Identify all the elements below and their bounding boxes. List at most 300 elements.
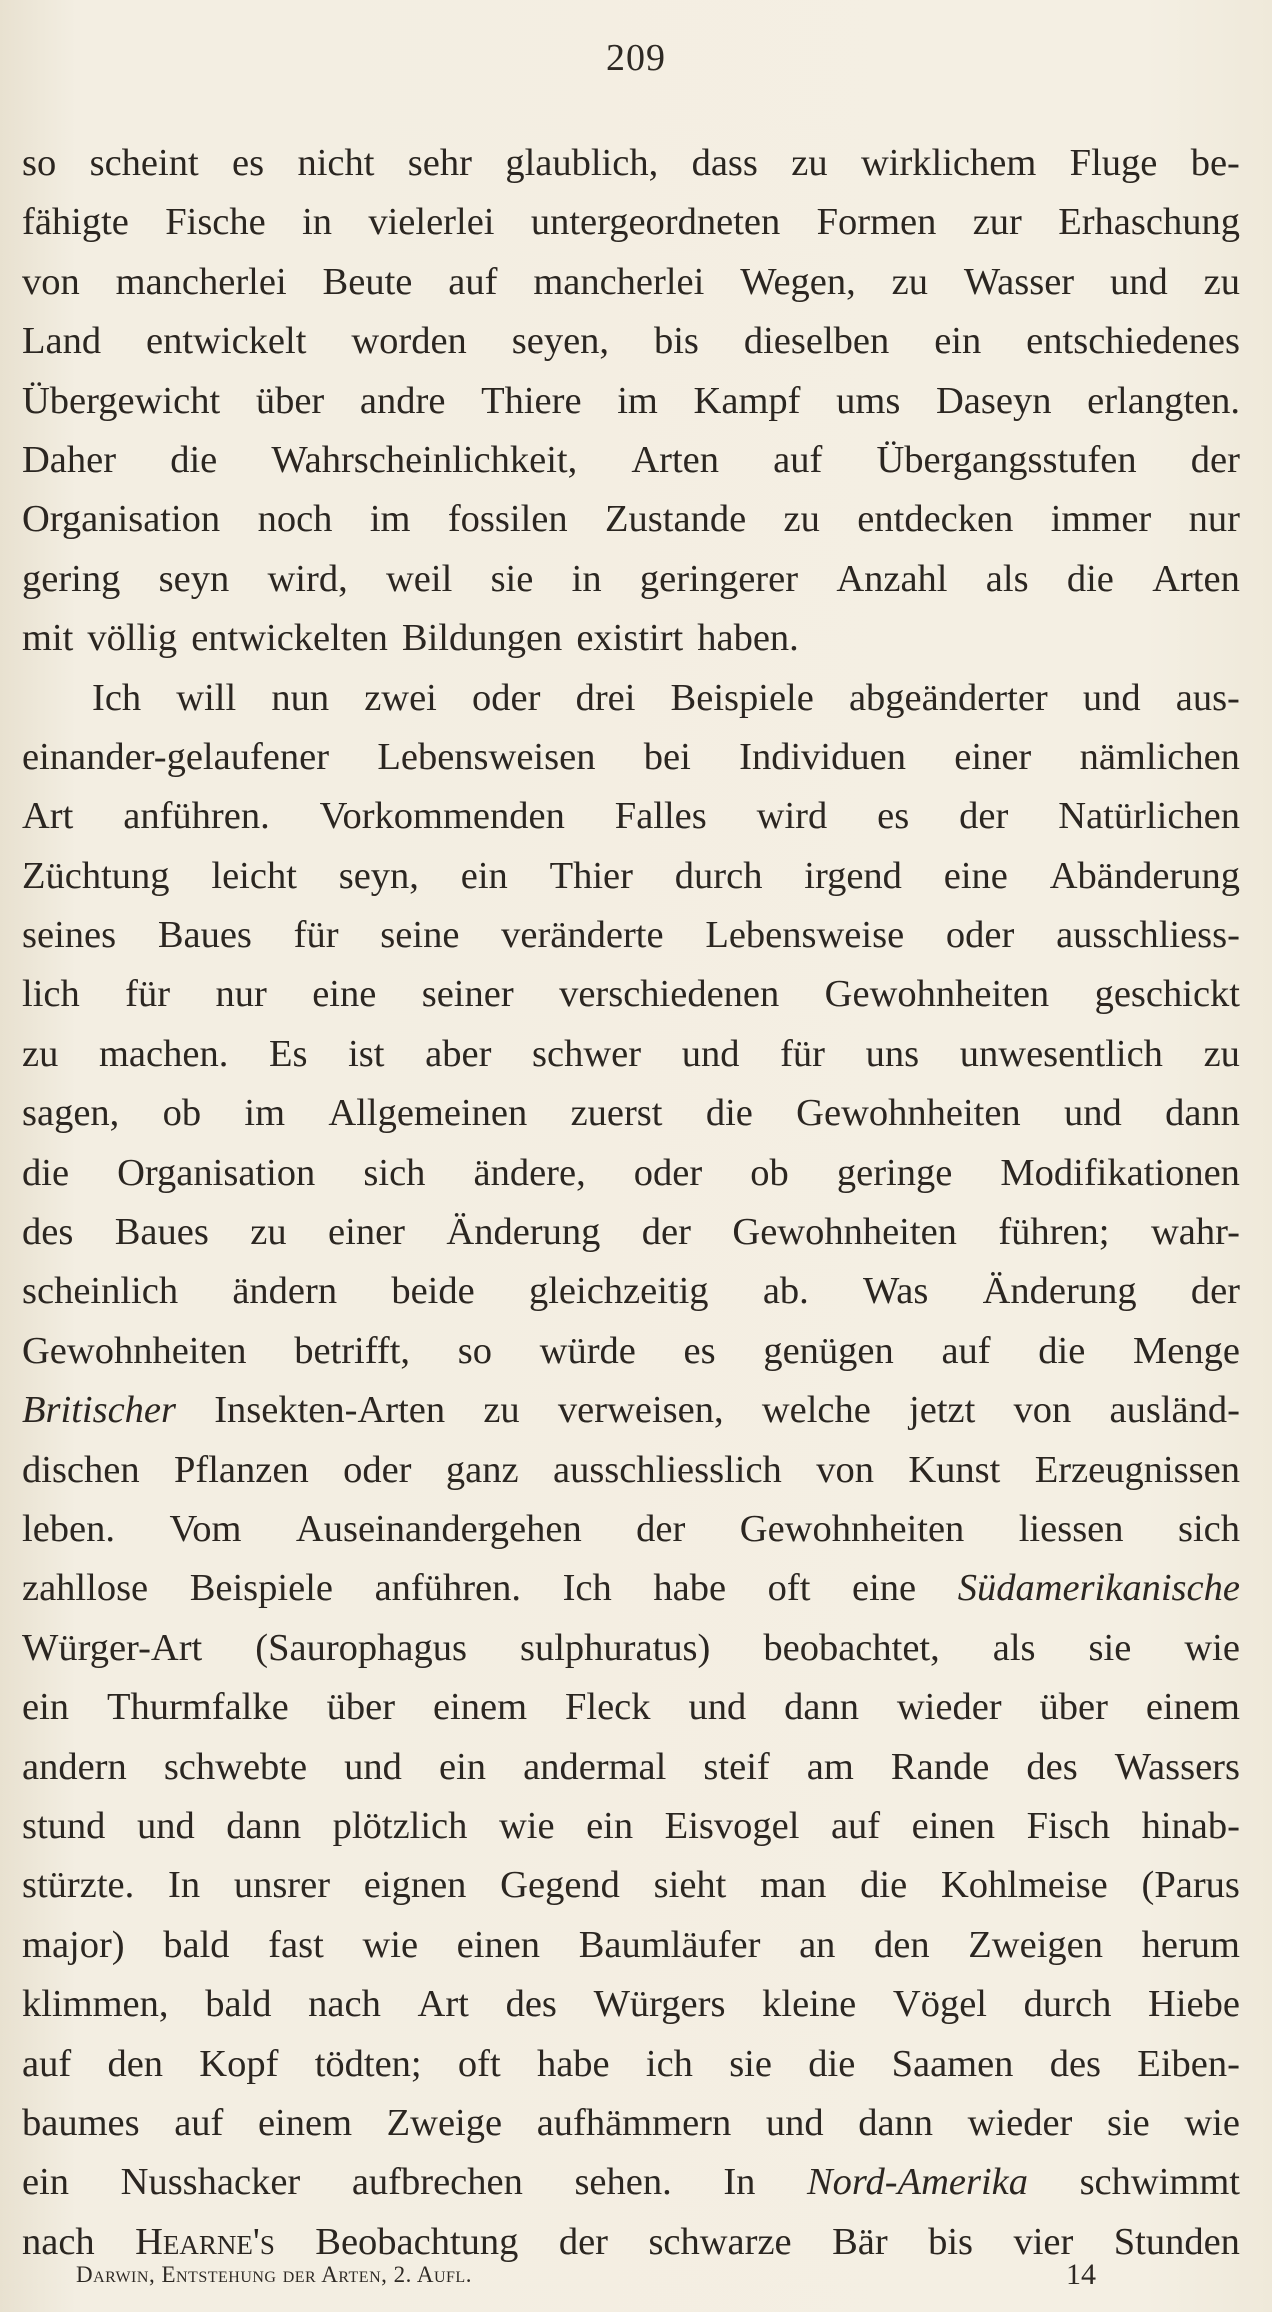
text-line [22, 965, 1240, 1024]
word: In [723, 2161, 756, 2204]
word: die [22, 1151, 70, 1194]
word: auf [941, 1329, 991, 1372]
word: noch [257, 498, 333, 541]
word: major) [22, 1923, 125, 1966]
word: immer [1050, 498, 1152, 541]
word: sie [490, 557, 534, 600]
word: sie [1106, 2101, 1150, 2144]
word: beide [391, 1270, 475, 1313]
word: schwarze [648, 2220, 792, 2263]
word: den [107, 2042, 164, 2085]
word: des [1026, 1745, 1078, 1788]
word: ein [438, 1745, 487, 1788]
word: die [1066, 557, 1114, 600]
word: bis [928, 2220, 974, 2263]
word: Südamerikanische [957, 1567, 1240, 1610]
word: auf [174, 2101, 224, 2144]
word: jetzt [909, 1389, 976, 1432]
word: (Parus [1141, 1864, 1240, 1907]
word: sie [729, 2042, 772, 2085]
text-line [22, 847, 1240, 906]
text-line [22, 2153, 1240, 2212]
word: mancherlei [115, 260, 287, 303]
word: nämlichen [1079, 735, 1240, 778]
word: Falles [614, 795, 707, 838]
word: mit [22, 617, 74, 660]
word: wie [498, 1804, 555, 1847]
word: Arten [631, 438, 720, 481]
word: Ich [92, 676, 142, 719]
word: ändere, [473, 1151, 586, 1194]
word: zuerst [570, 1092, 663, 1135]
word: Wassers [1114, 1745, 1240, 1788]
word: fast [268, 1923, 324, 1966]
text-line [22, 1975, 1240, 2034]
word: einem [432, 1686, 528, 1729]
word: verschiedenen [559, 973, 780, 1016]
text-line [22, 1025, 1240, 1084]
word: auf [448, 260, 498, 303]
word: herum [1141, 1923, 1240, 1966]
word: Wahrscheinlichkeit, [271, 438, 578, 481]
word: anführen. [374, 1567, 522, 1610]
text-line [22, 609, 1240, 668]
word: Bildungen [401, 617, 563, 660]
word: oft [457, 2042, 501, 2085]
word: Erzeugnissen [1034, 1448, 1240, 1491]
text-line [22, 1441, 1240, 1500]
word: wahr- [1150, 1211, 1240, 1254]
word: über [255, 379, 325, 422]
word: erlangten. [1087, 379, 1240, 422]
word: völlig [87, 617, 178, 660]
text-line [22, 312, 1240, 371]
word: fähigte [22, 201, 129, 244]
word: hinab- [1141, 1804, 1240, 1847]
word: Vögel [892, 1983, 987, 2026]
word: ausländ- [1109, 1389, 1240, 1432]
word: zur [972, 201, 1022, 244]
word: dieselben [743, 320, 890, 363]
word: auf [22, 2042, 72, 2085]
word: der [641, 1211, 691, 1254]
word: und [344, 1745, 402, 1788]
word: einem [1145, 1686, 1240, 1729]
text-line [22, 1678, 1240, 1737]
word: oder [472, 676, 541, 719]
word: welche [761, 1389, 871, 1432]
word: ob [162, 1092, 202, 1135]
word: Vom [169, 1507, 242, 1550]
word: durch [674, 854, 763, 897]
word: eine [312, 973, 377, 1016]
word: des [1049, 2042, 1102, 2085]
word: Saamen [891, 2042, 1014, 2085]
word: die [808, 2042, 856, 2085]
word: haben. [697, 617, 799, 660]
word: für [780, 1032, 826, 1075]
word: seiner [421, 973, 514, 1016]
word: die [170, 438, 218, 481]
word: und [681, 1032, 740, 1075]
word: Menge [1133, 1329, 1240, 1372]
word: andre [359, 379, 446, 422]
word: Eiben- [1137, 2042, 1240, 2085]
word: und [765, 2101, 824, 2144]
word: wie [1184, 1626, 1240, 1669]
word: dass [691, 142, 758, 184]
word: auf [773, 438, 823, 481]
word: bis [653, 320, 699, 363]
word: geschickt [1094, 973, 1240, 1016]
word: bald [163, 1923, 230, 1966]
word: zu [483, 1389, 520, 1432]
word: dann [858, 2101, 934, 2144]
word: Gewohnheiten [739, 1507, 965, 1550]
word: veränderte [501, 914, 664, 957]
word: zu [1203, 260, 1240, 303]
word: abgeänderter [848, 676, 1048, 719]
word: der [558, 2220, 609, 2263]
word: Pflanzen [174, 1448, 309, 1491]
word: ein [22, 1686, 70, 1729]
word: klimmen, [22, 1983, 169, 2026]
word: in [302, 201, 333, 244]
signature-mark: 14 [1066, 2258, 1096, 2291]
word: es [683, 1329, 716, 1372]
word: Ich [562, 1567, 612, 1610]
word: Gewohnheiten [732, 1211, 957, 1254]
word: Organisation [22, 498, 221, 541]
word: zu [250, 1211, 287, 1254]
word: eine [943, 854, 1008, 897]
word: dann [784, 1686, 859, 1729]
word: Wasser [963, 260, 1075, 303]
word: Fluge [1069, 142, 1158, 184]
word: Rande [890, 1745, 990, 1788]
word: unwesentlich [959, 1032, 1163, 1075]
word: irgend [804, 854, 902, 897]
word: oft [767, 1567, 811, 1610]
page-footer [76, 2258, 1096, 2298]
word: ist [348, 1032, 385, 1075]
word: Züchtung [22, 854, 170, 897]
word: von [22, 260, 80, 303]
word: einen [911, 1804, 996, 1847]
word: gering [22, 557, 121, 600]
word: lich [22, 973, 80, 1016]
text-line [22, 134, 1240, 193]
text-line [22, 728, 1240, 787]
word: Kohlmeise [940, 1864, 1108, 1907]
word: über [1039, 1686, 1108, 1729]
word: andern [22, 1745, 127, 1788]
text-line [22, 1559, 1240, 1618]
word: nicht [297, 142, 375, 184]
word: worden [351, 320, 467, 363]
text-line [22, 2094, 1240, 2153]
text-line [22, 1144, 1240, 1203]
word: des [22, 1211, 74, 1254]
word: nur [1188, 498, 1240, 541]
word: liessen [1018, 1507, 1124, 1550]
word: ab. [762, 1270, 809, 1313]
word: Beute [322, 260, 413, 303]
word: ganz [445, 1448, 519, 1491]
word: ausschliesslich [552, 1448, 782, 1491]
word: im [244, 1092, 286, 1135]
word: und [1082, 676, 1141, 719]
text-line [22, 1500, 1240, 1559]
word: wieder [896, 1686, 1002, 1729]
word: nach [308, 1983, 381, 2026]
word: Arten [1152, 557, 1240, 600]
word: habe [653, 1567, 727, 1610]
word: Auseinandergehen [295, 1507, 582, 1550]
word: Baues [157, 914, 252, 957]
word: entwickelt [146, 320, 307, 363]
word: Hiebe [1148, 1983, 1240, 2026]
word: einem [257, 2101, 353, 2144]
word: Änderung [982, 1270, 1137, 1313]
word: baumes [22, 2101, 140, 2144]
word: der [1190, 438, 1240, 481]
word: ob [750, 1151, 789, 1194]
word: und [688, 1686, 747, 1729]
word: Fleck [564, 1686, 651, 1729]
word: es [232, 142, 265, 184]
word: als [985, 557, 1029, 600]
word: wird, [267, 557, 348, 600]
word: sich [1177, 1507, 1240, 1550]
word: einer [954, 735, 1032, 778]
word: scheinlich [22, 1270, 179, 1313]
word: sich [363, 1151, 426, 1194]
word: die [705, 1092, 753, 1135]
word: scheint [89, 142, 199, 184]
word: wie [362, 1923, 419, 1966]
word: im [369, 498, 411, 541]
word: weil [385, 557, 453, 600]
word: Art [22, 795, 74, 838]
word: Land [22, 320, 102, 363]
word: steif [703, 1745, 770, 1788]
word: sehen. [574, 2161, 672, 2204]
word: Formen [816, 201, 937, 244]
text-line [22, 906, 1240, 965]
word: existirt [576, 617, 684, 660]
body-text [22, 134, 1240, 2272]
word: wird [756, 795, 828, 838]
word: als [992, 1626, 1036, 1669]
word: ausschliess- [1056, 914, 1240, 957]
word: leben. [22, 1507, 115, 1550]
word: sehr [407, 142, 472, 184]
word: an [799, 1923, 836, 1966]
text-line [22, 2035, 1240, 2094]
word: Nusshacker [120, 2161, 301, 2204]
word: sulphuratus) [520, 1626, 711, 1669]
word: Gewohnheiten [22, 1329, 247, 1372]
word: des [505, 1983, 557, 2026]
word: Abänderung [1049, 854, 1240, 897]
word: führen; [998, 1211, 1110, 1254]
text-line [22, 1322, 1240, 1381]
text-line [22, 1738, 1240, 1797]
word: zwei [364, 676, 437, 719]
word: Zweige [386, 2101, 503, 2144]
text-line [22, 1619, 1240, 1678]
text-line [22, 1381, 1240, 1440]
word: Anzahl [836, 557, 948, 600]
word: nach [22, 2220, 95, 2263]
word: wie [1184, 2101, 1240, 2144]
word: entschiedenes [1026, 320, 1240, 363]
word: kleine [762, 1983, 857, 2026]
word: be- [1190, 142, 1240, 184]
word: Übergewicht [22, 379, 221, 422]
word: Nord-Amerika [807, 2161, 1028, 2204]
word: der [959, 795, 1009, 838]
word: zu [783, 498, 820, 541]
word: aufbrechen [351, 2161, 523, 2204]
text-line [22, 372, 1240, 431]
word: mancherlei [533, 260, 705, 303]
text-line [22, 1203, 1240, 1262]
word: nun [271, 676, 330, 719]
word: bei [643, 735, 691, 778]
word: glaublich, [505, 142, 659, 184]
word: tödten; [314, 2042, 422, 2085]
word: entwickelten [191, 617, 388, 660]
word: man [760, 1864, 827, 1907]
word: aber [425, 1032, 492, 1075]
word: Was [863, 1270, 929, 1313]
word: Zweigen [968, 1923, 1103, 1966]
word: verweisen, [557, 1389, 724, 1432]
word: Würgers [593, 1983, 726, 2026]
word: Fische [165, 201, 266, 244]
word: Erhaschung [1058, 201, 1240, 244]
text-line [22, 1916, 1240, 1975]
word: Allgemeinen [328, 1092, 528, 1135]
word: Bär [832, 2220, 888, 2263]
word: der [1190, 1270, 1240, 1313]
word: in [571, 557, 602, 600]
word: durch [1023, 1983, 1112, 2026]
word: unsrer [233, 1864, 331, 1907]
word: seyn, [338, 854, 419, 897]
word: würde [539, 1329, 636, 1372]
word: Thier [549, 854, 633, 897]
word: auf [830, 1804, 881, 1847]
word: vier [1013, 2220, 1074, 2263]
word: die [860, 1864, 908, 1907]
word: Lebensweisen [377, 735, 596, 778]
word: die [1038, 1329, 1086, 1372]
word: dann [1165, 1092, 1240, 1135]
word: Fisch [1026, 1804, 1111, 1847]
text-line [22, 253, 1240, 312]
word: nur [215, 973, 267, 1016]
word: Insekten-Arten [214, 1389, 446, 1432]
word: andermal [523, 1745, 667, 1788]
word: Beispiele [189, 1567, 333, 1610]
word: wirklichem [860, 142, 1037, 184]
word: Kampf [693, 379, 801, 422]
word: Britischer [22, 1389, 176, 1432]
word: aufhämmern [536, 2101, 732, 2144]
word: ändern [232, 1270, 338, 1313]
word: Übergangsstufen [876, 438, 1137, 481]
word: Organisation [117, 1151, 316, 1194]
word: es [877, 795, 910, 838]
text-line [22, 1262, 1240, 1321]
word: Würger-Art [22, 1626, 203, 1669]
word: am [806, 1745, 854, 1788]
word: (Saurophagus [255, 1626, 467, 1669]
word: einer [328, 1211, 405, 1254]
word: vielerlei [368, 201, 495, 244]
word: Gewohnheiten [796, 1092, 1021, 1135]
word: zu [891, 260, 929, 303]
word: habe [536, 2042, 610, 2085]
word: Individuen [739, 735, 906, 778]
word: Gewohnheiten [824, 973, 1050, 1016]
word: zu [1203, 1032, 1240, 1075]
word: genügen [763, 1329, 894, 1372]
word: anführen. [123, 795, 270, 838]
word: aus- [1175, 676, 1240, 719]
word: über [326, 1686, 396, 1729]
word: ein [934, 320, 982, 363]
word: In [168, 1864, 201, 1907]
word: sie [1088, 1626, 1132, 1669]
word: entdecken [857, 498, 1014, 541]
word: untergeordneten [530, 201, 781, 244]
word: seine [380, 914, 460, 957]
word: für [125, 973, 171, 1016]
word: Eisvogel [664, 1804, 800, 1847]
word: oder [945, 914, 1015, 957]
word: ein [586, 1804, 634, 1847]
word: Natürlichen [1058, 795, 1240, 838]
text-line [22, 550, 1240, 609]
word: ich [645, 2042, 693, 2085]
word: und [1110, 260, 1168, 303]
word: machen. [98, 1032, 229, 1075]
word: Wegen, [740, 260, 856, 303]
footer-citation: Darwin, Entstehung der Arten, 2. Aufl. [76, 2262, 472, 2287]
word: seyn [158, 557, 230, 600]
word: Zustande [605, 498, 747, 541]
word: leicht [211, 854, 297, 897]
word: seyen, [511, 320, 610, 363]
word: eignen [363, 1864, 467, 1907]
word: Daseyn [936, 379, 1052, 422]
text-line [22, 1856, 1240, 1915]
word: so [22, 142, 57, 184]
text-line [22, 669, 1240, 728]
word: dann [226, 1804, 302, 1847]
word: zu [22, 1032, 59, 1075]
word: Kunst [908, 1448, 1001, 1491]
word: so [457, 1329, 492, 1372]
word: Art [417, 1983, 469, 2026]
word: für [293, 914, 339, 957]
word: Beobachtung [315, 2220, 519, 2263]
word: ein [22, 2161, 70, 2204]
